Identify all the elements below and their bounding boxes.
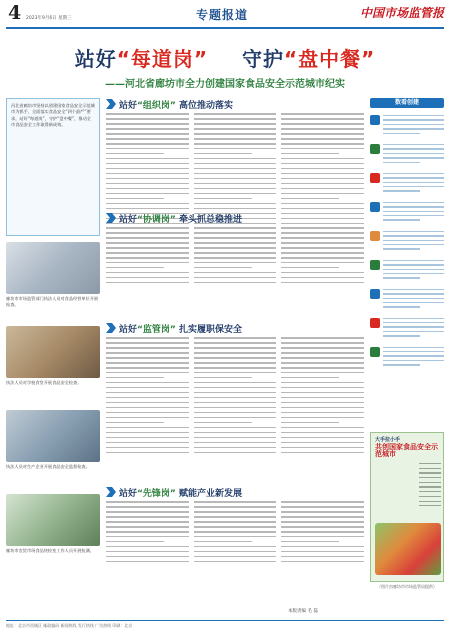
text-line bbox=[194, 277, 277, 279]
headline bbox=[6, 43, 444, 72]
text-line bbox=[281, 352, 364, 354]
text-line bbox=[281, 183, 364, 185]
text-line bbox=[281, 422, 339, 424]
text-column-1 bbox=[106, 501, 189, 566]
text-line bbox=[106, 128, 189, 130]
text-line bbox=[194, 382, 277, 384]
text-line bbox=[281, 138, 364, 140]
text-line bbox=[194, 407, 277, 409]
text-line bbox=[106, 511, 189, 513]
text-line bbox=[106, 427, 189, 429]
text-line bbox=[106, 178, 189, 180]
text-line bbox=[194, 551, 277, 553]
text-line bbox=[281, 536, 364, 538]
text-line bbox=[194, 362, 277, 364]
text-line bbox=[194, 198, 252, 200]
text-line bbox=[281, 163, 364, 165]
text-line bbox=[281, 173, 364, 175]
fact-icon bbox=[370, 289, 380, 299]
chevron-icon bbox=[106, 487, 116, 497]
text-line bbox=[194, 437, 277, 439]
text-line bbox=[106, 153, 164, 155]
text-line bbox=[194, 536, 277, 538]
fact-icon bbox=[370, 231, 380, 241]
text-line bbox=[106, 556, 189, 558]
headline-banner bbox=[6, 31, 444, 96]
text-line bbox=[194, 232, 277, 234]
text-column-1 bbox=[106, 337, 189, 457]
promo-caption: （图片由廊坊市市场监管局提供） bbox=[377, 584, 437, 589]
text-line bbox=[194, 452, 277, 454]
text-line bbox=[194, 178, 277, 180]
text-line bbox=[106, 501, 189, 503]
text-line bbox=[281, 128, 364, 130]
editor-credits: 本版责编 毛 磊 bbox=[288, 609, 318, 614]
subtitle: ——河北省廊坊市全力创建国家食品安全示范城市纪实 bbox=[105, 79, 345, 90]
section-supervision bbox=[106, 322, 364, 462]
text-line bbox=[106, 113, 189, 115]
text-line bbox=[281, 188, 364, 190]
text-line bbox=[281, 417, 364, 419]
text-line bbox=[106, 188, 189, 190]
text-line bbox=[194, 188, 277, 190]
text-line bbox=[106, 123, 189, 125]
text-line bbox=[281, 357, 364, 359]
text-line bbox=[281, 148, 364, 150]
text-line bbox=[106, 247, 189, 249]
text-line bbox=[106, 432, 189, 434]
text-line bbox=[106, 417, 189, 419]
text-line bbox=[281, 272, 364, 274]
text-line bbox=[194, 377, 252, 379]
text-line bbox=[194, 118, 277, 120]
text-line bbox=[194, 546, 277, 548]
promo-line-1: 大手拉小手 bbox=[375, 437, 401, 443]
text-line bbox=[281, 546, 364, 548]
text-line bbox=[194, 148, 277, 150]
photo-market-lab bbox=[6, 494, 100, 546]
text-line bbox=[194, 506, 277, 508]
text-line bbox=[194, 168, 277, 170]
text-column-2 bbox=[194, 501, 277, 566]
text-line bbox=[194, 357, 277, 359]
text-line bbox=[106, 158, 189, 160]
text-line bbox=[106, 516, 189, 518]
text-line bbox=[281, 397, 364, 399]
text-line bbox=[106, 546, 189, 548]
photo-caption-4: 廊坊市农贸市场食品快检室工作人员开展检测。 bbox=[6, 548, 94, 553]
text-line bbox=[194, 412, 277, 414]
text-line bbox=[194, 113, 277, 115]
text-line bbox=[194, 183, 277, 185]
text-line bbox=[106, 277, 189, 279]
text-line bbox=[106, 372, 189, 374]
text-line bbox=[281, 168, 364, 170]
text-line bbox=[106, 452, 189, 454]
text-line bbox=[106, 193, 189, 195]
text-line bbox=[106, 506, 189, 508]
text-line bbox=[281, 372, 364, 374]
text-line bbox=[106, 252, 189, 254]
text-line bbox=[194, 203, 277, 205]
publication-date: 2023年9月6日 星期三 bbox=[26, 16, 72, 21]
text-line bbox=[281, 392, 364, 394]
text-line bbox=[194, 128, 277, 130]
text-line bbox=[281, 342, 364, 344]
main-article bbox=[106, 98, 364, 608]
sidebar-fact-item bbox=[370, 144, 444, 166]
section-title: 站好“组织岗” 高位推动落实 bbox=[119, 100, 233, 111]
text-line bbox=[281, 282, 364, 284]
article-text bbox=[106, 337, 364, 457]
text-line bbox=[194, 282, 277, 284]
text-line bbox=[281, 118, 364, 120]
text-column-1 bbox=[106, 227, 189, 287]
sidebar-fact-item bbox=[370, 260, 444, 282]
section-pioneer bbox=[106, 486, 364, 570]
footer-info: 地址：北京市西城区 邮政编码 新闻热线 发行热线 广告热线 印刷：北京 bbox=[6, 623, 133, 628]
text-line bbox=[281, 382, 364, 384]
text-line bbox=[194, 432, 277, 434]
sidebar-fact-item bbox=[370, 347, 444, 369]
text-line bbox=[194, 352, 277, 354]
text-column-3 bbox=[281, 337, 364, 457]
text-line bbox=[194, 447, 277, 449]
text-line bbox=[106, 531, 189, 533]
sidebar-title: 数看创建 bbox=[370, 98, 444, 108]
text-line bbox=[281, 158, 364, 160]
chevron-icon bbox=[106, 323, 116, 333]
headline-part-2: “每道岗” bbox=[116, 47, 209, 71]
text-line bbox=[106, 447, 189, 449]
text-line bbox=[194, 521, 277, 523]
text-line bbox=[194, 347, 277, 349]
text-line bbox=[194, 422, 252, 424]
text-line bbox=[281, 113, 364, 115]
text-line bbox=[281, 208, 364, 210]
text-line bbox=[281, 511, 364, 513]
text-line bbox=[281, 526, 364, 528]
text-line bbox=[106, 262, 189, 264]
text-line bbox=[106, 382, 189, 384]
text-line bbox=[281, 242, 364, 244]
text-line bbox=[194, 158, 277, 160]
text-line bbox=[281, 123, 364, 125]
text-line bbox=[194, 402, 277, 404]
text-line bbox=[281, 506, 364, 508]
text-line bbox=[281, 556, 364, 558]
text-line bbox=[106, 208, 189, 210]
text-line bbox=[194, 267, 252, 269]
footer-rule bbox=[6, 620, 444, 621]
text-line bbox=[106, 367, 189, 369]
text-line bbox=[281, 337, 364, 339]
text-line bbox=[106, 392, 189, 394]
fact-icon bbox=[370, 260, 380, 270]
text-line bbox=[194, 242, 277, 244]
text-line bbox=[194, 208, 277, 210]
fact-icon bbox=[370, 173, 380, 183]
text-line bbox=[281, 541, 339, 543]
text-line bbox=[106, 422, 164, 424]
text-line bbox=[106, 352, 189, 354]
fact-icon bbox=[370, 347, 380, 357]
text-line bbox=[194, 372, 277, 374]
text-line bbox=[281, 501, 364, 503]
text-line bbox=[194, 257, 277, 259]
text-line bbox=[281, 452, 364, 454]
text-line bbox=[281, 531, 364, 533]
photo-inspection bbox=[6, 242, 100, 294]
text-line bbox=[194, 262, 277, 264]
text-line bbox=[194, 387, 277, 389]
text-line bbox=[281, 442, 364, 444]
text-line bbox=[194, 123, 277, 125]
text-line bbox=[281, 551, 364, 553]
sidebar-fact-item bbox=[370, 289, 444, 311]
text-line bbox=[281, 362, 364, 364]
photo-enterprise bbox=[6, 410, 100, 462]
text-line bbox=[194, 153, 252, 155]
text-line bbox=[194, 272, 277, 274]
text-line bbox=[281, 193, 364, 195]
text-line bbox=[194, 501, 277, 503]
masthead bbox=[0, 0, 450, 30]
text-line bbox=[194, 367, 277, 369]
text-line bbox=[106, 173, 189, 175]
sidebar-fact-item bbox=[370, 231, 444, 253]
text-line bbox=[194, 526, 277, 528]
article-text bbox=[106, 227, 364, 287]
text-line bbox=[194, 511, 277, 513]
text-column-2 bbox=[194, 227, 277, 287]
section-title: 站好“先锋岗” 赋能产业新发展 bbox=[119, 488, 242, 499]
text-line bbox=[106, 242, 189, 244]
text-line bbox=[106, 407, 189, 409]
photo-caption-3: 执法人员对生产企业开展食品安全监督检查。 bbox=[6, 464, 90, 469]
fact-icon bbox=[370, 115, 380, 125]
text-line bbox=[281, 377, 339, 379]
text-line bbox=[194, 392, 277, 394]
text-line bbox=[106, 402, 189, 404]
text-line bbox=[106, 526, 189, 528]
text-line bbox=[281, 516, 364, 518]
text-line bbox=[194, 541, 252, 543]
text-line bbox=[106, 541, 164, 543]
text-line bbox=[106, 442, 189, 444]
text-line bbox=[106, 437, 189, 439]
text-line bbox=[194, 163, 277, 165]
text-line bbox=[281, 198, 339, 200]
text-line bbox=[106, 412, 189, 414]
text-line bbox=[106, 347, 189, 349]
promo-poster bbox=[370, 432, 444, 582]
photo-caption-1: 廊坊市市场监管部门执法人员对食品经营单位开展检查。 bbox=[6, 296, 99, 307]
headline-part-3: 守护 bbox=[241, 47, 284, 71]
newspaper-name: 中国市场监管报 bbox=[359, 6, 444, 20]
text-line bbox=[106, 362, 189, 364]
text-line bbox=[194, 337, 277, 339]
text-line bbox=[194, 427, 277, 429]
text-line bbox=[106, 267, 164, 269]
text-line bbox=[106, 118, 189, 120]
text-column-2 bbox=[194, 337, 277, 457]
text-line bbox=[281, 257, 364, 259]
text-line bbox=[194, 138, 277, 140]
text-line bbox=[281, 237, 364, 239]
article-text bbox=[106, 501, 364, 566]
chevron-icon bbox=[106, 213, 116, 223]
text-line bbox=[194, 252, 277, 254]
text-line bbox=[281, 432, 364, 434]
text-line bbox=[106, 148, 189, 150]
fact-icon bbox=[370, 318, 380, 328]
text-line bbox=[106, 377, 164, 379]
headline-part-1: 站好 bbox=[74, 47, 117, 71]
text-line bbox=[281, 178, 364, 180]
text-line bbox=[281, 143, 364, 145]
text-column-3 bbox=[281, 501, 364, 566]
text-line bbox=[106, 357, 189, 359]
section-title: 站好“协调岗” 牵头抓总稳推进 bbox=[119, 214, 242, 225]
text-line bbox=[194, 133, 277, 135]
fact-icon bbox=[370, 144, 380, 154]
text-line bbox=[281, 232, 364, 234]
text-column-3 bbox=[281, 227, 364, 287]
sidebar-fact-item bbox=[370, 318, 444, 340]
text-line bbox=[281, 262, 364, 264]
text-line bbox=[194, 417, 277, 419]
text-line bbox=[194, 516, 277, 518]
text-line bbox=[106, 387, 189, 389]
fact-icon bbox=[370, 202, 380, 212]
text-line bbox=[106, 183, 189, 185]
text-line bbox=[281, 267, 339, 269]
text-line bbox=[281, 412, 364, 414]
text-line bbox=[281, 407, 364, 409]
text-line bbox=[106, 232, 189, 234]
text-line bbox=[106, 138, 189, 140]
page-number: 4 bbox=[8, 2, 22, 24]
chevron-icon bbox=[106, 99, 116, 109]
text-line bbox=[281, 153, 339, 155]
text-line bbox=[281, 203, 364, 205]
text-line bbox=[281, 247, 364, 249]
text-line bbox=[281, 521, 364, 523]
text-line bbox=[106, 198, 164, 200]
photo-school-canteen bbox=[6, 326, 100, 378]
text-line bbox=[194, 173, 277, 175]
text-line bbox=[194, 247, 277, 249]
text-line bbox=[194, 342, 277, 344]
text-line bbox=[194, 531, 277, 533]
text-line bbox=[106, 237, 189, 239]
text-line bbox=[281, 437, 364, 439]
promo-side-text bbox=[419, 463, 441, 510]
text-line bbox=[106, 521, 189, 523]
sidebar-fact-item bbox=[370, 202, 444, 224]
section-title: 站好“监管岗” 扎实履职保安全 bbox=[119, 324, 242, 335]
section-coordination bbox=[106, 212, 364, 292]
top-rule bbox=[6, 27, 444, 29]
text-line bbox=[281, 447, 364, 449]
text-line bbox=[281, 367, 364, 369]
sidebar-fact-item bbox=[370, 115, 444, 137]
promo-line-2: 共创国家食品安全示范城市 bbox=[375, 443, 438, 458]
intro-box: 河北省廊坊市坚持以创建国家食品安全示范城市为抓手，全面落实食品安全“四个最严”要求，站好“每道岗”，守护“盘中餐”，推动全市食品安全工作取得新成效。 bbox=[6, 98, 100, 236]
text-line bbox=[281, 427, 364, 429]
text-line bbox=[194, 237, 277, 239]
text-line bbox=[106, 143, 189, 145]
column-name: 专题报道 bbox=[196, 8, 249, 22]
text-line bbox=[281, 387, 364, 389]
text-line bbox=[106, 203, 189, 205]
text-line bbox=[194, 227, 277, 229]
text-line bbox=[194, 556, 277, 558]
text-line bbox=[106, 257, 189, 259]
text-line bbox=[106, 168, 189, 170]
text-line bbox=[281, 347, 364, 349]
text-line bbox=[106, 272, 189, 274]
text-line bbox=[194, 442, 277, 444]
text-line bbox=[106, 397, 189, 399]
text-line bbox=[281, 133, 364, 135]
text-line bbox=[281, 277, 364, 279]
text-line bbox=[106, 551, 189, 553]
text-line bbox=[194, 397, 277, 399]
text-line bbox=[194, 143, 277, 145]
text-line bbox=[106, 337, 189, 339]
promo-title bbox=[375, 437, 441, 458]
text-line bbox=[106, 227, 189, 229]
text-line bbox=[106, 561, 189, 563]
text-line bbox=[281, 561, 364, 563]
photo-caption-2: 执法人员对学校食堂开展食品安全检查。 bbox=[6, 380, 82, 385]
left-column bbox=[6, 98, 100, 598]
sidebar-fact-item bbox=[370, 173, 444, 195]
text-line bbox=[106, 133, 189, 135]
headline-part-4: “盘中餐” bbox=[283, 47, 376, 71]
text-line bbox=[106, 536, 189, 538]
text-line bbox=[194, 193, 277, 195]
text-line bbox=[106, 282, 189, 284]
vegetables-image bbox=[375, 523, 441, 575]
text-line bbox=[281, 227, 364, 229]
text-line bbox=[106, 342, 189, 344]
text-line bbox=[281, 252, 364, 254]
text-line bbox=[106, 163, 189, 165]
text-line bbox=[194, 561, 277, 563]
text-line bbox=[281, 402, 364, 404]
